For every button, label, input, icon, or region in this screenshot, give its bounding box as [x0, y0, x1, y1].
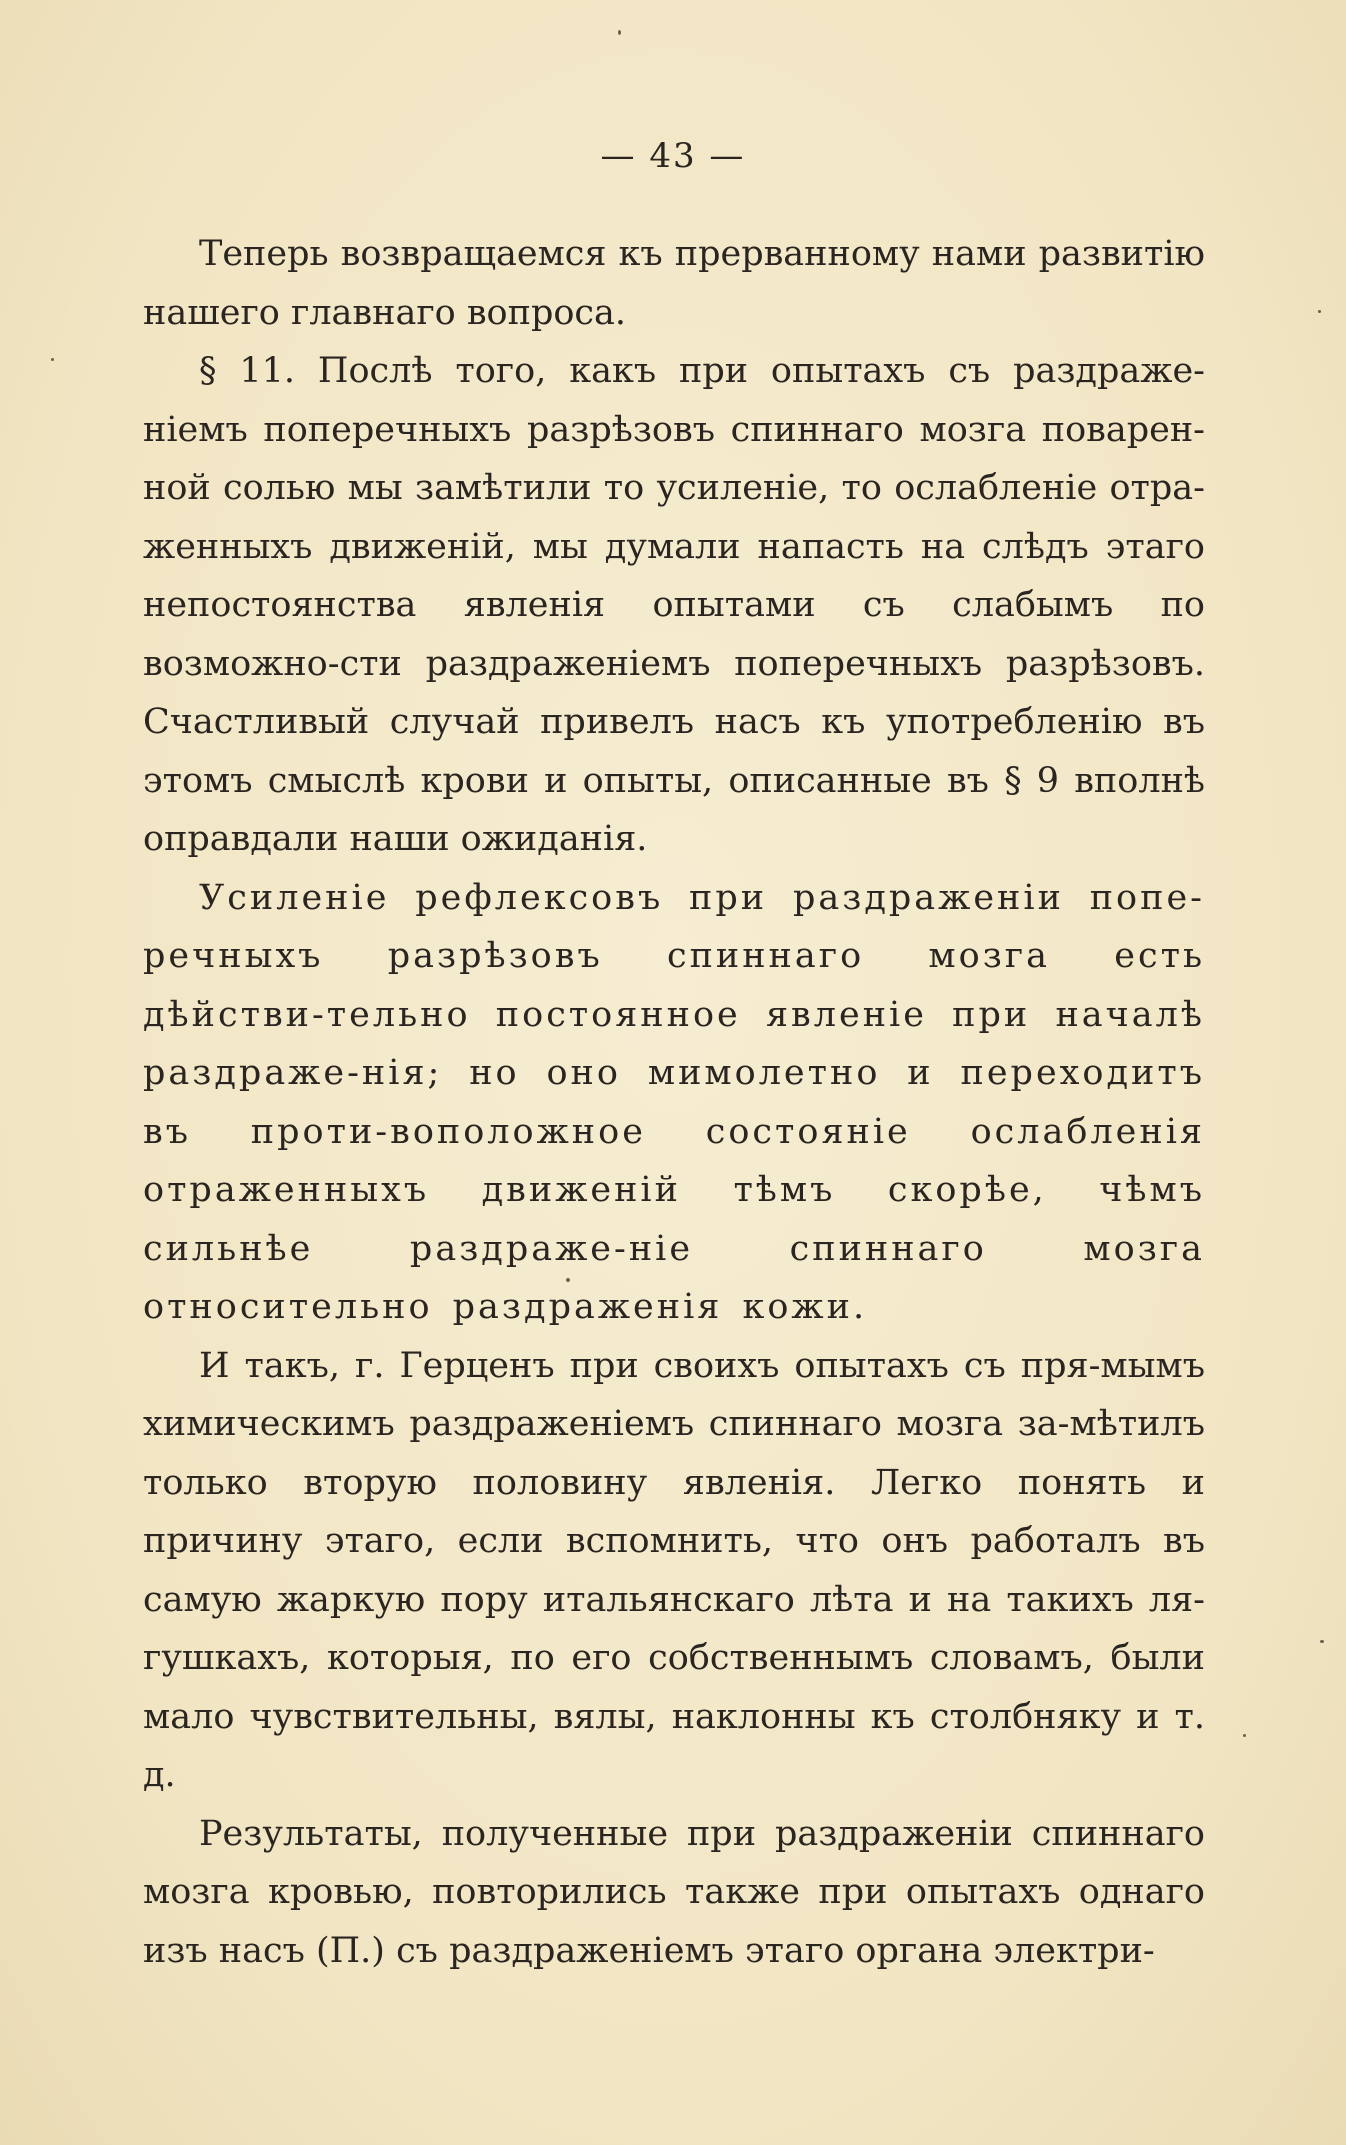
- paragraph-3: Усиленіе рефлексовъ при раздраженіи попе-речныхъ разрѣзовъ спиннаго мозга есть дѣйстви-тельно постоянное явленіе при началѣ раздраже-нія; но оно мимолетно и переходитъ въ проти-воположное состояніе ослабленія отраженныхъ движеній тѣмъ скорѣе, чѣмъ сильнѣе раздраже-ніе спиннаго мозга относительно раздраженія кожи.: [143, 877, 1205, 1327]
- page-number: — 43 —: [600, 136, 746, 176]
- paper-speck: [51, 358, 54, 361]
- paragraph-1: Теперь возвращаемся къ прерванному нами развитію нашего главнаго вопроса.: [143, 234, 1205, 333]
- paper-speck: [566, 1278, 570, 1282]
- paragraph-2: § 11. Послѣ того, какъ при опытахъ съ раздраже-ніемъ поперечныхъ разрѣзовъ спиннаго мозга поварен-ной солью мы замѣтили то усиленіе, то ослабленіе отра-женныхъ движеній, мы думали напасть на слѣдъ этаго непостоянства явленія опытами съ слабымъ по возможно-сти раздраженіемъ поперечныхъ разрѣзовъ. Счастливый случай привелъ насъ къ употребленію въ этомъ смыслѣ крови и опыты, описанные въ § 9 вполнѣ оправдали наши ожиданія.: [143, 351, 1205, 859]
- paper-speck: [1320, 1640, 1324, 1643]
- paper-speck: [1318, 310, 1321, 313]
- body-text: [143, 225, 1205, 1980]
- paper-speck: [1243, 1734, 1246, 1737]
- paragraph-5: Результаты, полученные при раздраженіи спиннаго мозга кровью, повторились также при опытахъ однаго изъ насъ (П.) съ раздраженіемъ этаго органа электри-: [143, 1813, 1205, 1971]
- paragraph-4: И такъ, г. Герценъ при своихъ опытахъ съ пря-мымъ химическимъ раздраженіемъ спиннаго мозга за-мѣтилъ только вторую половину явленія. Легко понять и причину этаго, если вспомнить, что онъ работалъ въ самую жаркую пору итальянскаго лѣта и на такихъ ля-гушкахъ, которыя, по его собственнымъ словамъ, были мало чувствительны, вялы, наклонны къ столбняку и т. д.: [143, 1345, 1205, 1795]
- paper-speck: [618, 30, 621, 35]
